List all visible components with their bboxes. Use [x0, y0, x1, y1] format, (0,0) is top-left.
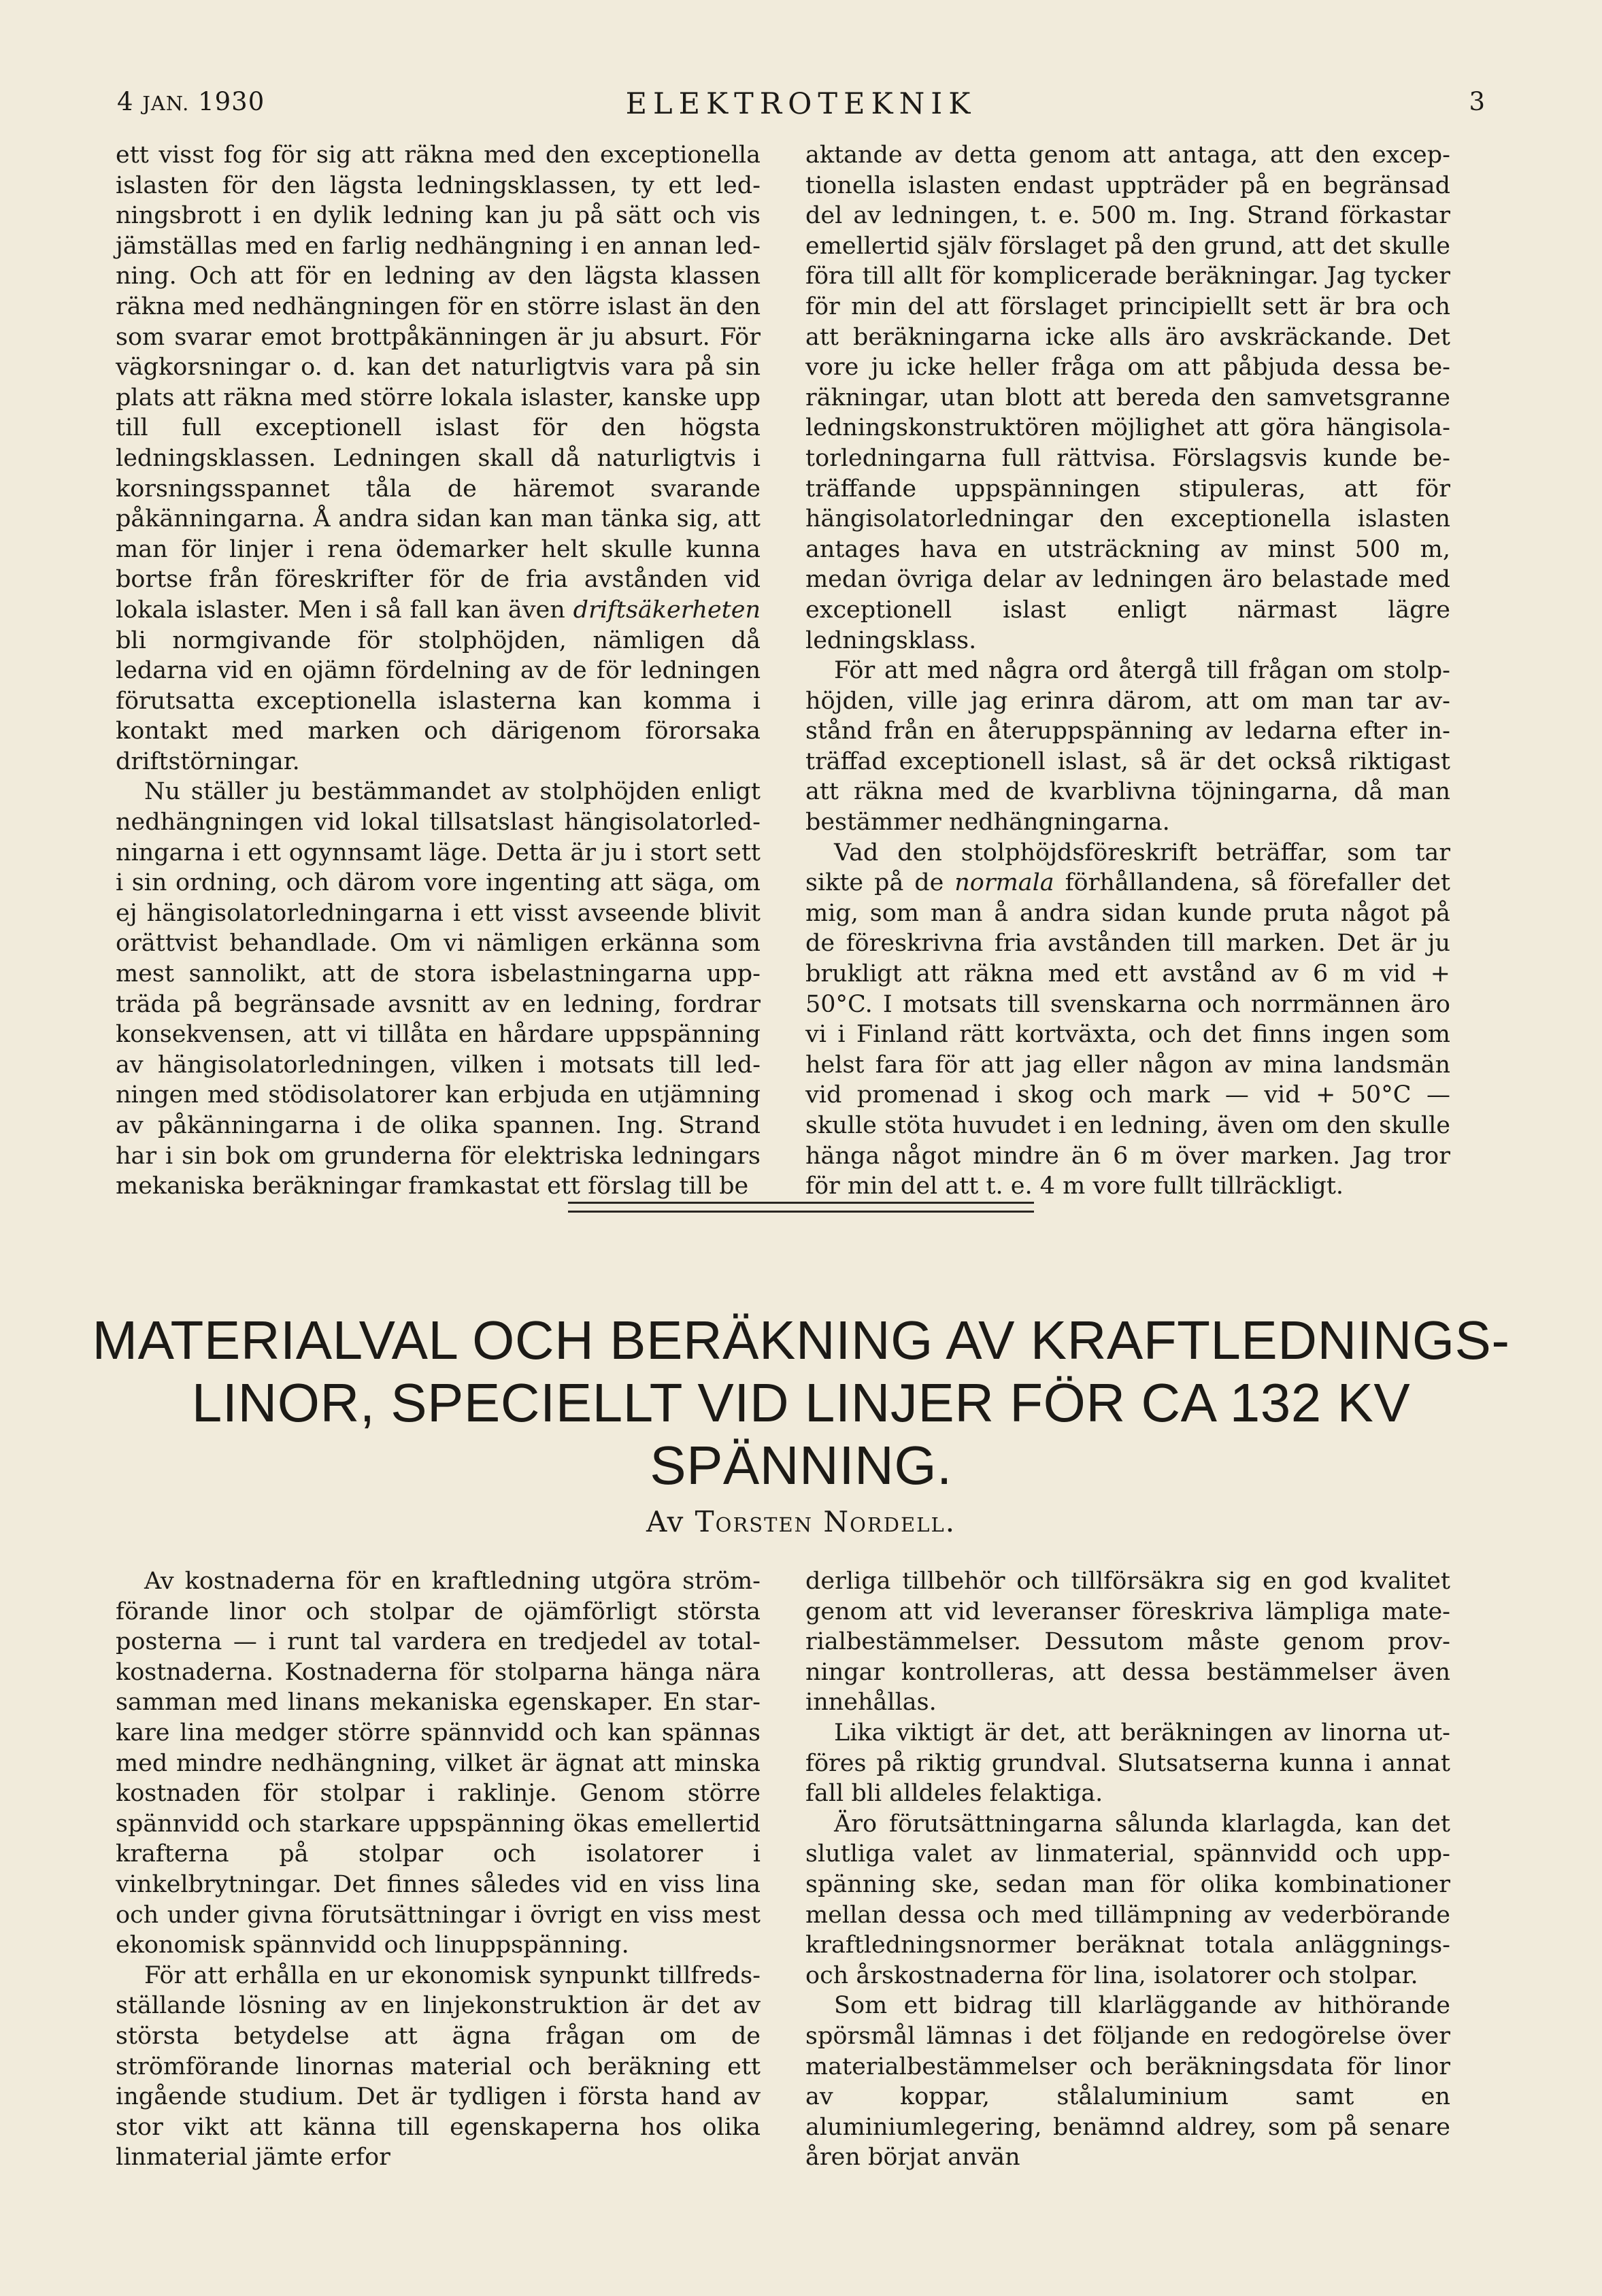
date-day: 4 — [117, 87, 134, 116]
author-last: Nordell. — [823, 1505, 956, 1538]
paragraph: Äro förutsättningarna sålunda klarlagda, kan det slutliga valet av linmaterial, spännvidd och uppspänning ske, sedan man för olika kombinationer mellan dessa och med tillämpning av vederbörande kraftledningsnormer beräknat totala anläggnings- och årskostnaderna för lina, isolatorer och stolpar. — [805, 1810, 1450, 1989]
journal-title: ELEKTROTEKNIK — [625, 87, 977, 121]
italic-term: driftsäkerheten — [573, 596, 761, 624]
date-year: 1930 — [198, 87, 265, 116]
paragraph: För att erhålla en ur ekonomisk synpunkt tillfredsställande lösning av en linjekonstruktion är det av största betydelse att ägna frågan om de strömförande linornas material och beräkning ett ingående studium. Det är tydligen i första hand av stor vikt att känna till egenskaperna hos olika linmaterial jämte erfor — [116, 1961, 761, 2172]
title-line: MATERIALVAL OCH BERÄKNING AV KRAFTLEDNINGS- — [92, 1310, 1510, 1370]
italic-term: normala — [954, 869, 1054, 897]
running-header — [117, 87, 1485, 128]
paragraph: Av kostnaderna för en kraftledning utgöra strömförande linor och stolpar de ojämförligt största posterna — i runt tal vardera en tredjedel av totalkostnaderna. Kostnaderna för stolparna hänga nära samman med linans mekaniska egenskaper. En starkare lina medger större spännvidd och kan spännas med mindre nedhängning, vilket är ägnat att minska kostnaden för stolpar i raklinje. Genom större spännvidd och starkare uppspänning ökas emellertid krafterna på stolpar och isolatorer i vinkelbrytningar. Det finnes således vid en viss lina och under givna förutsättningar i övrigt en viss mest ekonomisk spännvidd och linuppspänning. — [116, 1568, 761, 1959]
paragraph: Som ett bidrag till klarläggande av hithörande spörsmål lämnas i det följande en redogörelse över materialbestämmelser och beräkningsdata för linor av koppar, stålaluminium samt en aluminiumlegering, benämnd aldrey, som på senare åren börjat använ — [805, 1992, 1450, 2172]
paragraph: Nu ställer ju bestämmandet av stolphöjden enligt nedhängningen vid lokal tillsatslast hängisolatorledningarna i ett ogynnsamt läge. Detta är ju i stort sett i sin ordning, och därom vore ingenting att säga, om ej hängisolatorledningarna i ett visst avseende blivit orättvist behandlade. Om vi nämligen erkänna som mest sannolikt, att de stora isbelastningarna uppträda på begränsade avsnitt av en ledning, fordrar konsekvensen, att vi tillåta en hårdare uppspänning av hängisolatorledningen, vilken i motsats till ledningen med stödisolatorer kan erbjuda en utjämning av påkänningarna i de olika spannen. Ing. Strand har i sin bok om grunderna för elektriska ledningars mekaniska beräkningar framkastat ett förslag till be — [116, 778, 761, 1200]
title-line: SPÄNNING. — [650, 1435, 952, 1496]
paragraph: ett visst fog för sig att räkna med den exceptionella islasten för den lägsta ledningsklassen, ty ett ledningsbrott i en dylik ledning kan ju på sätt och vis jämställas med en farlig nedhängning i en annan ledning. Och att för en ledning av den lägsta klassen räkna med nedhängningen för en större islast än den som svarar emot brottpåkänningen är ju absurt. För vägkorsningar o. d. kan det naturligtvis vara på sin plats att räkna med större lokala islaster, kanske upp till full exceptionell islast för den högsta ledningsklassen. Ledningen skall då naturligtvis i korsningsspannet tåla de häremot svarande påkänningarna. Å andra sidan kan man tänka sig, att man för linjer i rena ödemarker helt skulle kunna bortse från föreskrifter för de fria avstånden vid lokala islaster. Men i så fall kan även driftsäkerheten bli normgivande för stolphöjden, nämligen då ledarna vid en ojämn fördelning av de för ledningen förutsatta exceptionella islasterna kan komma i kontakt med marken och därigenom förorsaka driftstörningar. — [116, 141, 761, 775]
prev-article-right-column — [805, 140, 1450, 1202]
article-left-column — [116, 1566, 761, 2173]
article-right-column — [805, 1566, 1450, 2173]
paragraph: För att med några ord återgå till frågan om stolphöjden, ville jag erinra därom, att om man tar avstånd från en återuppspänning av ledarna efter inträffad exceptionell islast, så är det också riktigast att räkna med de kvarblivna töjningarna, då man bestämmer nedhängningarna. — [805, 657, 1450, 837]
paragraph: aktande av detta genom att antaga, att den exceptionella islasten endast uppträder på en begränsad del av ledningen, t. e. 500 m. Ing. Strand förkastar emellertid själv förslaget på den grund, att det skulle föra till allt för komplicerade beräkningar. Jag tycker för min del att förslaget principiellt sett är bra och att beräkningarna icke alls äro avskräckande. Det vore ju icke heller fråga om att påbjuda dessa beräkningar, utan blott att bereda den samvetsgranne ledningskonstruktören möjlighet att göra hängisolatorledningarna full rättvisa. Förslagsvis kunde beträffande uppspänningen stipuleras, att för hängisolatorledningar den exceptionella islasten antages hava en utsträckning av minst 500 m, medan övriga delar av ledningen äro belastade med exceptionell islast enligt närmast lägre ledningsklass. — [805, 141, 1450, 654]
article-title — [82, 1309, 1520, 1497]
prev-article-left-column — [116, 140, 761, 1202]
date-month: JAN. — [142, 92, 190, 115]
page-number: 3 — [1469, 87, 1485, 116]
section-divider — [568, 1202, 1034, 1213]
byline: Av Torsten Nordell. — [646, 1505, 956, 1538]
paragraph: Lika viktigt är det, att beräkningen av linorna utföres på riktig grundval. Slutsatserna kunna i annat fall bli alldeles felaktiga. — [805, 1719, 1450, 1808]
paragraph: Vad den stolphöjdsföreskrift beträffar, som tar sikte på de normala förhållandena, så förefaller det mig, som man å andra sidan kunde pruta något på de föreskrivna fria avstånden till marken. Det är ju brukligt att räkna med ett avstånd av 6 m vid + 50°C. I motsats till svenskarna och norrmännen äro vi i Finland rätt kortväxta, och det finns ingen som helst fara för att jag eller någon av mina landsmän vid promenad i skog och mark — vid + 50°C — skulle stöta huvudet i en ledning, även om den skulle hänga något mindre än 6 m över marken. Jag tror för min del att t. e. 4 m vore fullt tillräckligt. — [805, 839, 1450, 1200]
paragraph: derliga tillbehör och tillförsäkra sig en god kvalitet genom att vid leveranser föreskriva lämpliga materialbestämmelser. Dessutom måste genom provningar kontrolleras, att dessa bestämmelser även innehållas. — [805, 1568, 1450, 1717]
title-line: LINOR, SPECIELLT VID LINJER FÖR CA 132 KV — [191, 1372, 1411, 1433]
author-first: Torsten — [695, 1505, 814, 1538]
